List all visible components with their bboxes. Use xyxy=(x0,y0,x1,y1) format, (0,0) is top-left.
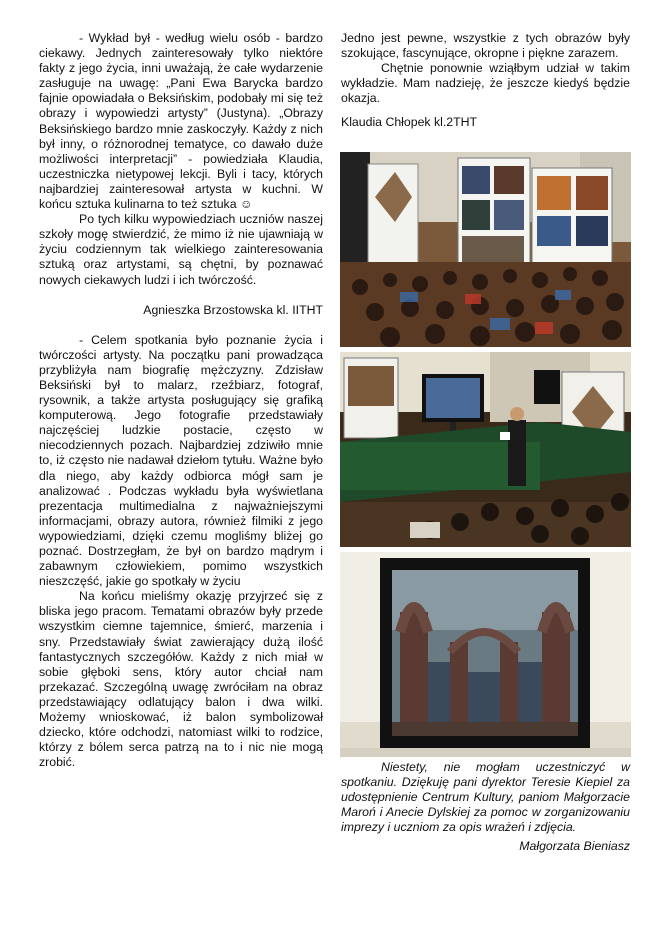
left-paragraph-1: - Wykład był - według wielu osób - bardzo ciekawy. Jednych zainteresowały tylko niektóre fakty z jego życia, inni uważają, że całe wydarzenie zasługuje na uwagę: „Pani Ewa Barycka bardzo fajnie opowiadała o Beksińskim, podobały mi się też obrazy i wypowiedzi artysty” (Justyna). „Obrazy Beksińskiego bardzo mnie zaskoczyły. Każdy z nich był inny, o różnorodnej tematyce, co dawało duże możliwości interpretacji” - powiedziała Klaudia, uczestniczka nietypowej lekcji. Byli i tacy, których najbardziej zainteresował artysta w kuchni. W końcu sztuka kulinarna to też sztuka ☺ xyxy=(39,31,323,212)
photo-stage-speaker-image xyxy=(340,352,631,547)
right-paragraph-1: Jedno jest pewne, wszystkie z tych obrazów były szokujące, fascynujące, okropne i piękne zarazem. xyxy=(341,31,630,61)
signature-klaudia: Klaudia Chłopek kl.2THT xyxy=(341,115,478,130)
right-column xyxy=(341,31,630,131)
closing-paragraph: Niestety, nie mogłam uczestniczyć w spotkaniu. Dziękuję pani dyrektor Teresie Kiepiel za udostępnienie Centrum Kultury, paniom Małgorzacie Maroń i Anecie Dylskiej za pomoc w zorganizowaniu imprezy i uczniom za opis wrażeń i zdjęcia. xyxy=(341,760,630,835)
signature-malgorzata: Małgorzata Bieniasz xyxy=(519,839,630,854)
left-paragraph-3: - Celem spotkania było poznanie życia i twórczości artysty. Na początku pani prowadząca przybliżyła nam biografię mężczyzny. Zdzisław Beksiński był to malarz, rzeźbiarz, fotograf, rysownik, a także artysta posługujący się grafiką komputerową. Jego fotografie przedstawiały najczęściej ludzkie postacie, często w niecodziennych pozach. Najbardziej zdziwiło mnie to, iż często nie nadawał dziełom tytułu. Ważne było dla niego, aby każdy odbiorca mógł sam je analizować . Podczas wykładu była wyświetlana prezentacja multimedialna z najważniejszymi informacjami, obrazy autora, również filmiki z jego wypowiedziami, dzięki czemu mogliśmy bliżej go poznać. Dostrzegłam, że był on bardzo mądrym i zabawnym człowiekiem, pomimo wszystkich nieszczęść, jakie go spotkały w życiu xyxy=(39,332,323,589)
right-paragraph-2: Chętnie ponownie wziąłbym udział w takim wykładzie. Mam nadzieję, że jeszcze kiedyś będzie okazja. xyxy=(341,61,630,106)
left-column xyxy=(39,31,323,770)
left-paragraph-4: Na końcu mieliśmy okazję przyjrzeć się z bliska jego pracom. Tematami obrazów były przede wszystkim ciemne tajemnice, śmierć, marzenia i sny. Przedstawiały świat zawierający dużą ilość fantastycznych szczegółów. Każdy z nich miał w sobie głęboki sens, który autor chciał nam przekazać. Szczególną uwagę zwróciłam na obraz przedstawiający odlatujący balon i dwa wilki. Możemy wnioskować, iż balon symbolizował dziecko, które odchodzi, natomiast wilki to rodzice, którzy z bólem serca patrzą na to i nic nie mogą zrobić. xyxy=(39,589,323,770)
closing-note xyxy=(341,760,630,855)
photo-framed-painting-image xyxy=(340,552,631,757)
left-paragraph-2: Po tych kilku wypowiedziach uczniów naszej szkoły mogę stwierdzić, że mimo iż nie ujawniają w życiu codziennym tak wielkiego zainteresowania sztuką oraz artystami, są chętni, by poznawać nowych ciekawych ludzi i ich twórczość. xyxy=(39,212,323,287)
photo-audience-gallery-image xyxy=(340,152,631,347)
photo-audience-gallery xyxy=(340,152,631,347)
signature-agnieszka: Agnieszka Brzostowska kl. IITHT xyxy=(143,302,323,317)
photo-framed-painting xyxy=(340,552,631,757)
photo-stage-speaker xyxy=(340,352,631,547)
